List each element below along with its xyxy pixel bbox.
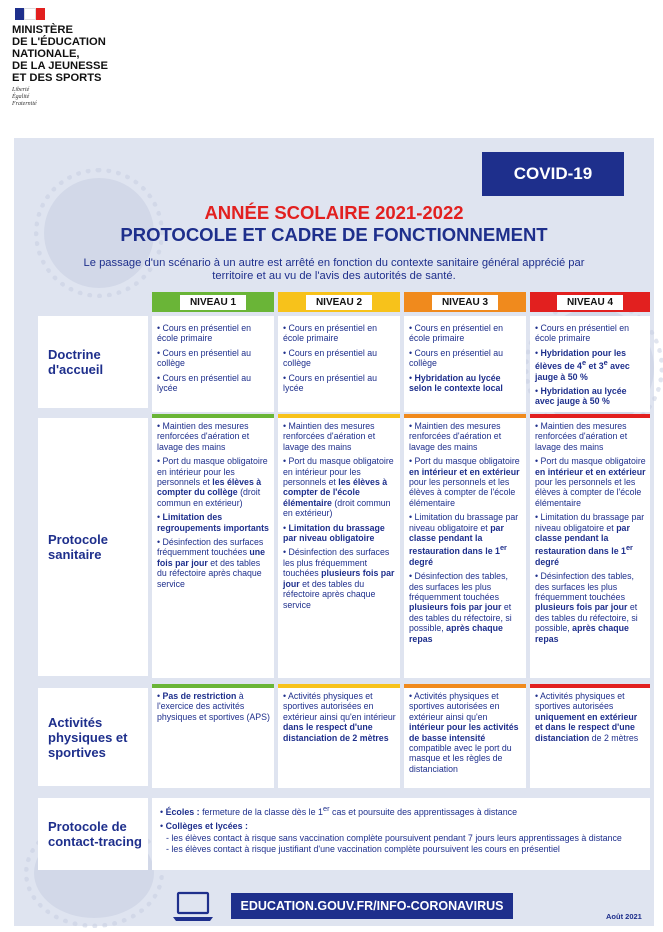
doctrine-level-3: • Cours en présentiel en école primaire • Cours en présentiel au collège • Hybridation au lycée selon le contexte local (404, 316, 526, 412)
doctrine-level-2: • Cours en présentiel en école primaire • Cours en présentiel au collège • Cours en présentiel au lycée (278, 316, 400, 412)
school-year-title: ANNÉE SCOLAIRE 2021-2022 (204, 202, 464, 223)
info-url-link[interactable]: EDUCATION.GOUV.FR/INFO-CORONAVIRUS (231, 893, 513, 919)
protocol-title: PROTOCOLE ET CADRE DE FONCTIONNEMENT (120, 224, 548, 245)
ministry-logo (12, 8, 162, 108)
publication-date: Août 2021 (606, 912, 642, 921)
sanitaire-level-2: • Maintien des mesures renforcées d'aération et lavage des mains • Port du masque obligatoire en intérieur pour les personnels et les élèves à compter de l'école élémentaire (droit commun en extérieur) • Limitation du brassage par niveau obligatoire • Désinfection des surfaces les plus fréquemment touchées plusieurs fois par jour et des tables du réfectoire après chaque service (278, 414, 400, 678)
protocol-panel (14, 138, 654, 926)
level-header-2: NIVEAU 2 (278, 292, 400, 312)
tracing-content: • Écoles : fermeture de la classe dès le 1er cas et poursuite des apprentissages à distance • Collèges et lycées : - les élèves contact à risque sans vaccination complète poursuivent pendant 7 jours leurs apprentissages à distance - les élèves contact à risque justifiant d'une vaccination complète poursuivent les cours en présentiel (152, 798, 650, 870)
level-header-1: NIVEAU 1 (152, 292, 274, 312)
row-header-sanitaire: Protocole sanitaire (38, 418, 148, 676)
activites-level-4: • Activités physiques et sportives autorisées uniquement en extérieur et dans le respect d'une distanciation de 2 mètres (530, 684, 650, 788)
activites-level-1: • Pas de restriction à l'exercice des activités physiques et sportives (APS) (152, 684, 274, 788)
row-header-activites: Activités physiques et sportives (38, 688, 148, 786)
row-header-doctrine: Doctrine d'accueil (38, 316, 148, 408)
level-header-4: NIVEAU 4 (530, 292, 650, 312)
doctrine-level-4: • Cours en présentiel en école primaire • Hybridation pour les élèves de 4e et 3e avec jauge à 50 % • Hybridation au lycée avec jauge à 50 % (530, 316, 650, 412)
activites-level-3: • Activités physiques et sportives autorisées en extérieur ainsi qu'en intérieur pour les activités de basse intensité compatible avec le port du masque et les règles de distanciation (404, 684, 526, 788)
republic-motto: Liberté Égalité Fraternité (12, 87, 37, 107)
laptop-icon (172, 890, 214, 924)
french-flag-icon (15, 8, 45, 20)
doctrine-level-1: • Cours en présentiel en école primaire • Cours en présentiel au collège • Cours en présentiel au lycée (152, 316, 274, 412)
sanitaire-level-4: • Maintien des mesures renforcées d'aération et lavage des mains • Port du masque obligatoire en intérieur et en extérieur pour les personnels et les élèves à compter de l'école élémentaire • Limitation du brassage par niveau obligatoire et par classe pendant la restauration dans le 1er degré • Désinfection des tables, des surfaces les plus fréquemment touchées plusieurs fois par jour et des tables du réfectoire, si possible, après chaque repas (530, 414, 650, 678)
intro-text: Le passage d'un scénario à un autre est arrêté en fonction du contexte sanitaire général apprécié par territoire et au vu de l'avis des autorités de santé. (83, 257, 585, 282)
covid-badge: COVID-19 (482, 152, 624, 196)
row-header-tracing: Protocole de contact-tracing (38, 798, 148, 870)
ministry-name: MINISTÈRE DE L'ÉDUCATION NATIONALE, DE LA JEUNESSE ET DES SPORTS (12, 24, 108, 84)
sanitaire-level-1: • Maintien des mesures renforcées d'aération et lavage des mains • Port du masque obligatoire en intérieur pour les personnels et les élèves à compter du collège (droit commun en extérieur) • Limitation des regroupements importants • Désinfection des surfaces fréquemment touchées une fois par jour et des tables du réfectoire après chaque service (152, 414, 274, 678)
activites-level-2: • Activités physiques et sportives autorisées en extérieur ainsi qu'en intérieur dans le respect d'une distanciation de 2 mètres (278, 684, 400, 788)
sanitaire-level-3: • Maintien des mesures renforcées d'aération et lavage des mains • Port du masque obligatoire en intérieur et en extérieur pour les personnels et les élèves à compter de l'école élémentaire • Limitation du brassage par niveau obligatoire et par classe pendant la restauration dans le 1er degré • Désinfection des tables, des surfaces les plus fréquemment touchées plusieurs fois par jour et des tables du réfectoire, si possible, après chaque repas (404, 414, 526, 678)
level-header-3: NIVEAU 3 (404, 292, 526, 312)
